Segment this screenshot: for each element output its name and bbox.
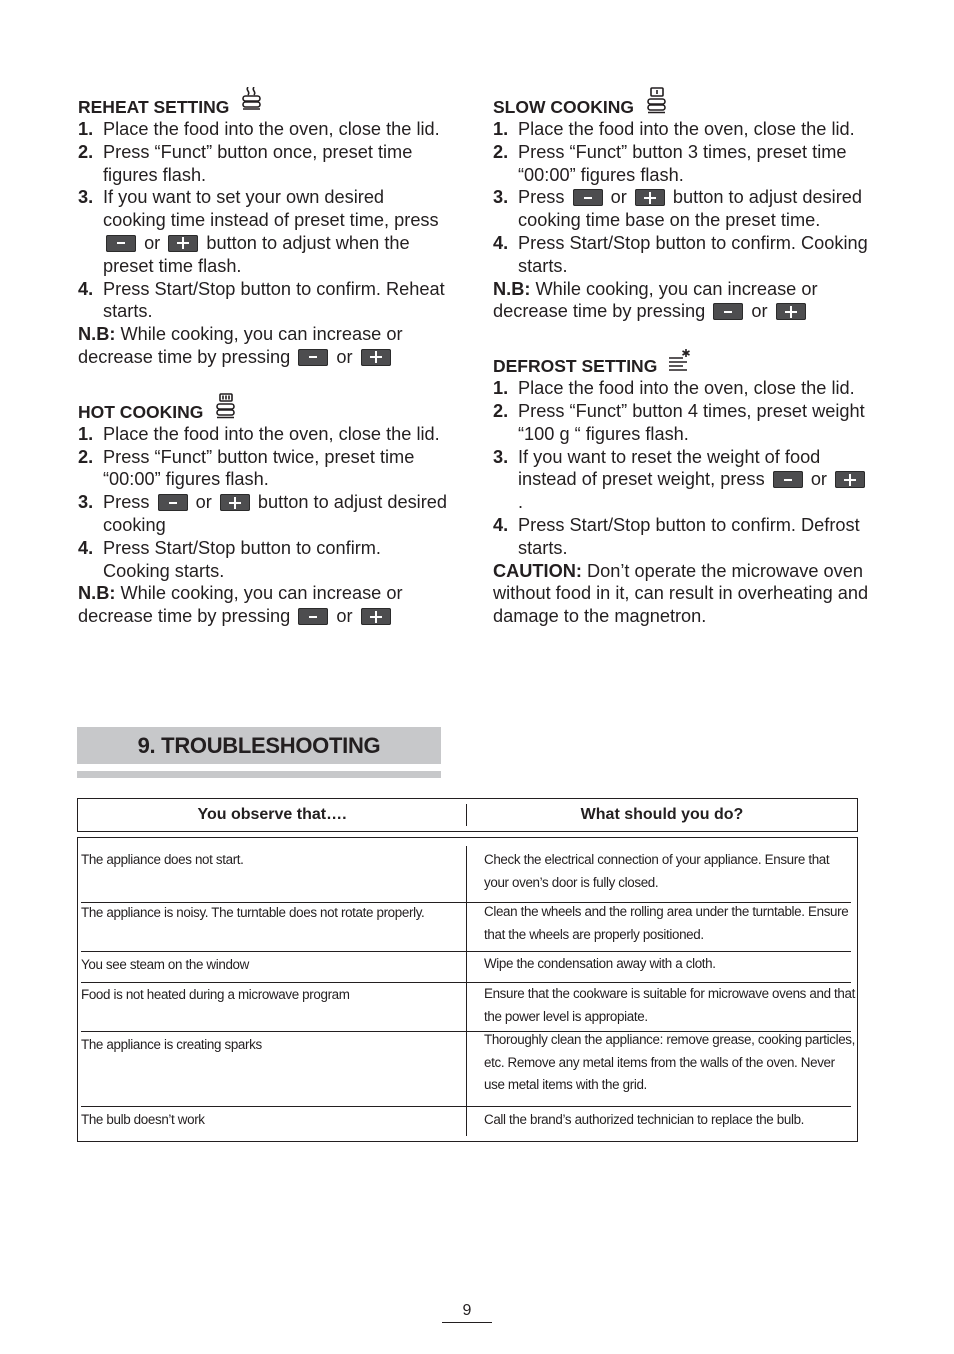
plus-button-icon — [168, 235, 198, 252]
plus-button-icon — [220, 494, 250, 511]
hot-cooking-icon — [213, 392, 239, 420]
defrost-step: 4. Press Start/Stop button to confirm. Defrost starts. — [493, 514, 860, 558]
slow-step: 4. Press Start/Stop button to confirm. Cooking starts. — [493, 232, 868, 276]
defrost-icon — [667, 346, 693, 374]
reheat-step: 3. If you want to set your own desired cooking time instead of preset time, press or button to adjust when the preset time flash. — [78, 187, 439, 276]
minus-button-icon — [773, 471, 803, 488]
minus-button-icon — [298, 608, 328, 625]
slow-cooking-title: SLOW COOKING — [493, 97, 634, 117]
hot-step: 2. Press “Funct” button twice, preset time “00:00” figures flash. — [78, 446, 415, 490]
slow-cooking-heading — [493, 86, 873, 118]
plus-button-icon — [361, 349, 391, 366]
slow-step: 2. Press “Funct” button 3 times, preset time “00:00” figures flash. — [493, 141, 847, 185]
column-header-action: What should you do? — [580, 806, 744, 823]
reheat-step: 2. Press “Funct” button once, preset time figures flash. — [78, 141, 413, 185]
plus-button-icon — [635, 189, 665, 206]
defrost-steps — [493, 377, 873, 559]
hot-step: 4. Press Start/Stop button to confirm. Cooking starts. — [78, 537, 381, 581]
reheat-title: REHEAT SETTING — [78, 97, 230, 117]
table-cell-action: Clean the wheels and the rolling area under the turntable. Ensure that the wheels are properly positioned. — [484, 904, 849, 942]
minus-button-icon — [298, 349, 328, 366]
table-header — [77, 798, 858, 832]
defrost-step: 3. If you want to reset the weight of food instead of preset weight, press or . — [493, 446, 873, 514]
slow-step: 3. Press or button to adjust desired cooking time base on the preset time. — [493, 187, 862, 231]
hot-cooking-section — [78, 391, 448, 628]
table-cell-observe: You see steam on the window — [81, 957, 249, 972]
title-underline-bar — [77, 771, 441, 778]
reheat-icon — [239, 87, 265, 115]
table-cell-action: Wipe the condensation away with a cloth. — [484, 956, 716, 971]
page-number: 9 — [442, 1300, 492, 1323]
table-cell-observe: The appliance does not start. — [81, 852, 244, 867]
reheat-section — [78, 86, 448, 369]
minus-button-icon — [713, 303, 743, 320]
defrost-section — [493, 345, 873, 628]
minus-button-icon — [106, 235, 136, 252]
row-divider — [81, 951, 851, 952]
plus-button-icon — [835, 471, 865, 488]
hot-step: 1. Place the food into the oven, close the lid. — [78, 423, 440, 444]
table-cell-observe: The bulb doesn’t work — [81, 1112, 205, 1127]
table-cell-action: Ensure that the cookware is suitable for microwave ovens and that the power level is appropiate. — [484, 986, 855, 1024]
reheat-heading — [78, 86, 448, 118]
hot-cooking-steps — [78, 423, 448, 583]
troubleshooting-title: 9. TROUBLESHOOTING — [77, 727, 441, 764]
table-cell-action: Thoroughly clean the appliance: remove grease, cooking particles, etc. Remove any metal items from the walls of the oven. Never use metal items with the grid. — [484, 1032, 856, 1093]
slow-step: 1. Place the food into the oven, close the lid. — [493, 119, 855, 139]
table-cell-action: Call the brand’s authorized technician to replace the bulb. — [484, 1112, 805, 1127]
reheat-steps — [78, 118, 448, 323]
minus-button-icon — [573, 189, 603, 206]
slow-cooking-steps — [493, 118, 873, 278]
slow-cooking-section — [493, 86, 873, 323]
table-cell-observe: The appliance is noisy. The turntable does not rotate properly. — [81, 905, 425, 920]
reheat-step: 1. Place the food into the oven, close the lid. — [78, 119, 440, 139]
table-cell-action: Check the electrical connection of your appliance. Ensure that your oven’s door is fully closed. — [484, 852, 830, 890]
troubleshooting-table — [77, 837, 858, 1142]
plus-button-icon — [776, 303, 806, 320]
slow-cooking-icon — [644, 87, 670, 115]
reheat-step: 4. Press Start/Stop button to confirm. Reheat starts. — [78, 278, 445, 322]
caution-note: CAUTION: Don’t operate the microwave oven without food in it, can result in overheating and damage to the magnetron. — [493, 560, 869, 627]
hot-cooking-heading — [78, 391, 448, 423]
hot-cooking-note: N.B: While cooking, you can increase or decrease time by pressing or — [78, 583, 403, 627]
plus-button-icon — [361, 608, 391, 625]
column-divider — [466, 846, 467, 1136]
defrost-heading — [493, 345, 873, 377]
hot-cooking-title: HOT COOKING — [78, 401, 204, 422]
column-header-observe: You observe that…. — [197, 806, 347, 823]
right-column — [493, 86, 873, 650]
reheat-note: N.B: While cooking, you can increase or decrease time by pressing or — [78, 324, 403, 367]
defrost-step: 1. Place the food into the oven, close the lid. — [493, 378, 855, 399]
slow-cooking-note: N.B: While cooking, you can increase or decrease time by pressing or — [493, 278, 818, 322]
defrost-title: DEFROST SETTING — [493, 356, 658, 377]
defrost-step: 2. Press “Funct” button 4 times, preset weight “100 g “ figures flash. — [493, 400, 865, 444]
left-column — [78, 86, 448, 650]
minus-button-icon — [158, 494, 188, 511]
table-cell-observe: The appliance is creating sparks — [81, 1037, 262, 1052]
hot-step: 3. Press or button to adjust desired cooking — [78, 492, 447, 535]
table-cell-observe: Food is not heated during a microwave program — [81, 987, 350, 1002]
row-divider — [81, 1106, 851, 1107]
